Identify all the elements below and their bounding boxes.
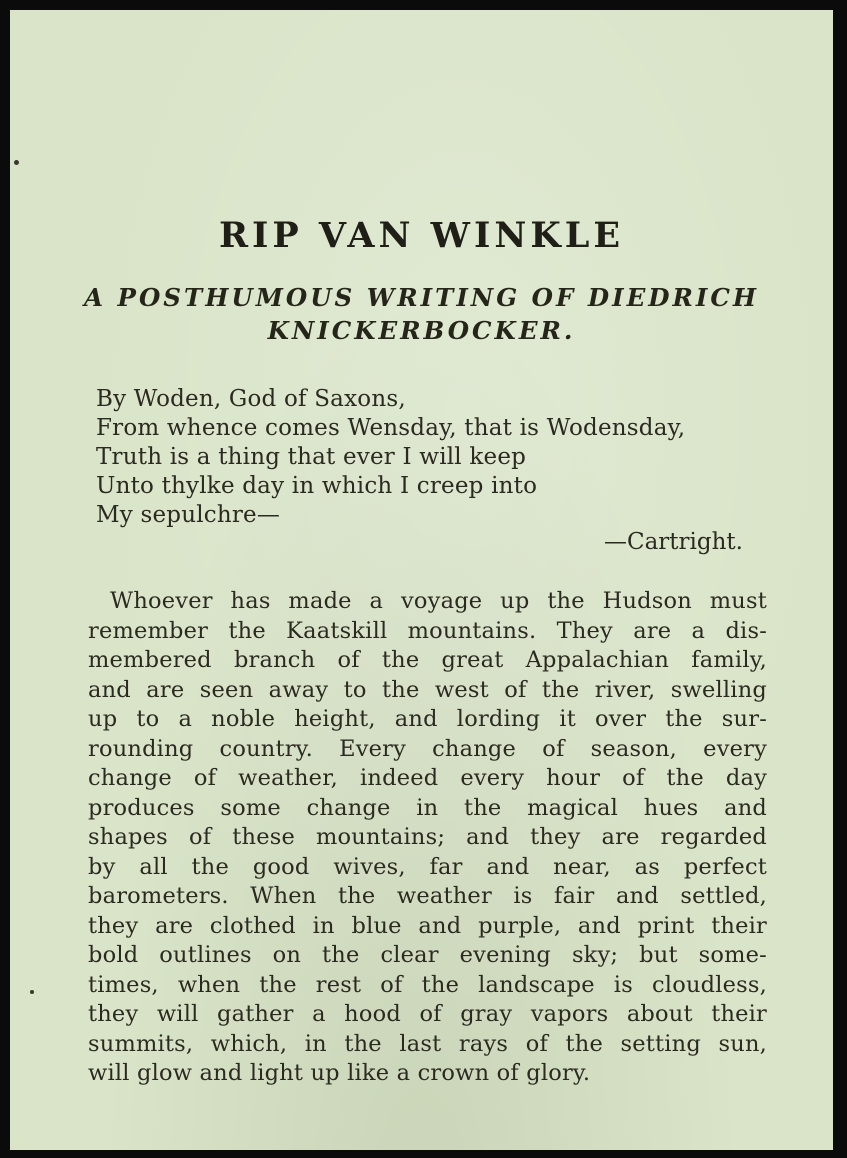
body-line: they are clothed in blue and purple, and print their — [88, 912, 767, 939]
body-line: by all the good wives, far and near, as perfect — [88, 853, 767, 880]
epigraph-line: By Woden, God of Saxons, — [96, 386, 406, 412]
body-line: barometers. When the weather is fair and settled, — [88, 883, 767, 909]
epigraph-verse — [10, 385, 833, 530]
body-line: times, when the rest of the landscape is cloudless, — [88, 971, 767, 998]
body-line: rounding country. Every change of season, every — [88, 735, 767, 762]
scan-speck — [14, 160, 19, 165]
subtitle-line: A POSTHUMOUS WRITING OF DIEDRICH — [83, 283, 760, 312]
body-line: remember the Kaatskill mountains. They are a dis- — [88, 617, 767, 644]
epigraph-line: From whence comes Wensday, that is Wodensday, — [96, 415, 686, 441]
scan-speck — [30, 990, 34, 994]
body-line: change of weather, indeed every hour of the day — [88, 765, 767, 791]
body-line: up to a noble height, and lording it over the sur- — [88, 706, 767, 732]
body-line: bold outlines on the clear evening sky; but some- — [88, 942, 767, 968]
epigraph-line: My sepulchre— — [96, 502, 281, 528]
body-line: will glow and light up like a crown of glory. — [88, 1060, 591, 1086]
epigraph-line: Unto thylke day in which I creep into — [96, 473, 538, 499]
body-line: membered branch of the great Appalachian family, — [88, 647, 767, 673]
subtitle-line: KNICKERBOCKER. — [267, 316, 576, 345]
body-paragraph — [10, 587, 833, 1089]
body-line: and are seen away to the west of the river, swelling — [88, 676, 767, 703]
body-line: Whoever has made a voyage up the Hudson must — [110, 588, 767, 614]
epigraph-attribution: —Cartright. — [604, 529, 743, 555]
epigraph-line: Truth is a thing that ever I will keep — [96, 444, 527, 470]
body-line: they will gather a hood of gray vapors about their — [88, 1001, 767, 1027]
subtitle — [10, 281, 833, 347]
body-line: produces some change in the magical hues and — [88, 794, 767, 821]
body-line: shapes of these mountains; and they are regarded — [88, 824, 767, 850]
body-line: summits, which, in the last rays of the setting sun, — [88, 1030, 767, 1057]
page-paper — [10, 10, 833, 1150]
page-title: RIP VAN WINKLE — [218, 215, 625, 256]
